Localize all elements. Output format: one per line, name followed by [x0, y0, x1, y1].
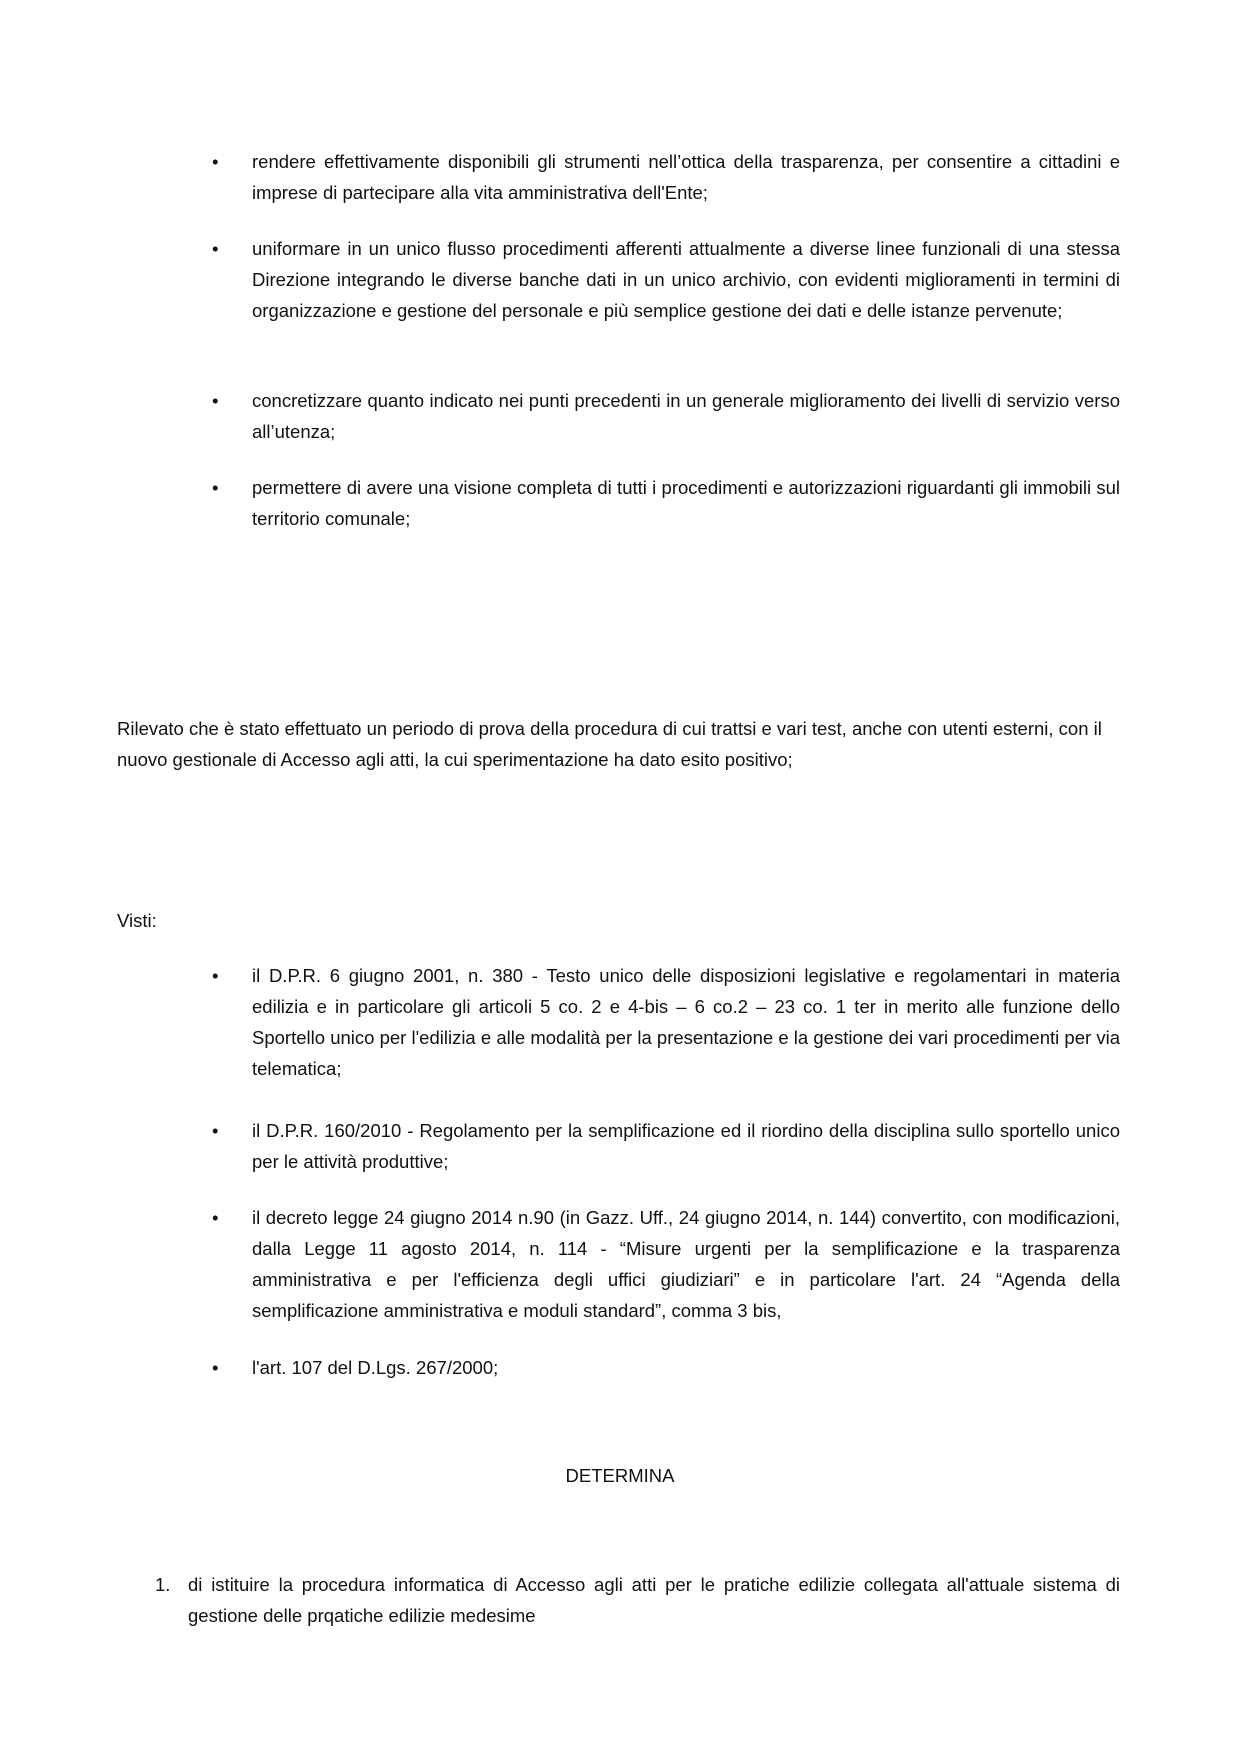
- bullet-icon: •: [212, 1120, 219, 1141]
- list-item-text: di istituire la procedura informatica di Accesso agli atti per le pratiche edilizie collegata all'attuale sistema di gestione delle prqatiche edilizie medesime: [188, 1574, 1120, 1626]
- bullet-icon: •: [212, 1357, 219, 1378]
- rilevato-paragraph: Rilevato che è stato effettuato un periodo di prova della procedura di cui trattsi e vari test, anche con utenti esterni, con il nuovo gestionale di Accesso agli atti, la cui sperimentazione ha dato esito positivo;: [117, 718, 1102, 770]
- list-item-text: permettere di avere una visione completa di tutti i procedimenti e autorizzazioni riguardanti gli immobili sul territorio comunale;: [252, 477, 1120, 529]
- visti-heading: Visti:: [117, 910, 157, 931]
- determina-heading: DETERMINA: [565, 1465, 675, 1486]
- bullet-icon: •: [212, 390, 219, 411]
- bullet-icon: •: [212, 965, 219, 986]
- bullet-icon: •: [212, 151, 219, 172]
- list-item-text: uniformare in un unico flusso procedimenti afferenti attualmente a diverse linee funzionali di una stessa Direzione integrando le diverse banche dati in un unico archivio, con evidenti miglioramenti in termini di organizzazione e gestione del personale e più semplice gestione dei dati e delle istanze pervenute;: [252, 238, 1120, 321]
- list-item-text: rendere effettivamente disponibili gli strumenti nell’ottica della trasparenza, per consentire a cittadini e imprese di partecipare alla vita amministrativa dell'Ente;: [252, 151, 1120, 203]
- bullet-icon: •: [212, 1207, 219, 1228]
- list-item-text: l'art. 107 del D.Lgs. 267/2000;: [252, 1357, 499, 1378]
- list-item-text: il decreto legge 24 giugno 2014 n.90 (in Gazz. Uff., 24 giugno 2014, n. 144) convertito, con modificazioni, dalla Legge 11 agosto 2014, n. 114 - “Misure urgenti per la semplificazione e la trasparenza amministrativa e per l'efficienza degli uffici giudiziari” e in particolare l'art. 24 “Agenda della semplificazione amministrativa e moduli standard”, comma 3 bis,: [252, 1207, 1120, 1321]
- bullet-icon: •: [212, 238, 219, 259]
- bullet-icon: •: [212, 477, 219, 498]
- list-number: 1.: [155, 1574, 171, 1595]
- list-item-text: il D.P.R. 6 giugno 2001, n. 380 - Testo unico delle disposizioni legislative e regolamentari in materia edilizia e in particolare gli articoli 5 co. 2 e 4-bis – 6 co.2 – 23 co. 1 ter in merito alle funzione dello Sportello unico per l'edilizia e alle modalità per la presentazione e la gestione dei vari procedimenti per via telematica;: [252, 965, 1120, 1079]
- list-item-text: concretizzare quanto indicato nei punti precedenti in un generale miglioramento dei livelli di servizio verso all’utenza;: [252, 390, 1120, 442]
- list-item-text: il D.P.R. 160/2010 - Regolamento per la semplificazione ed il riordino della disciplina sullo sportello unico per le attività produttive;: [252, 1120, 1120, 1172]
